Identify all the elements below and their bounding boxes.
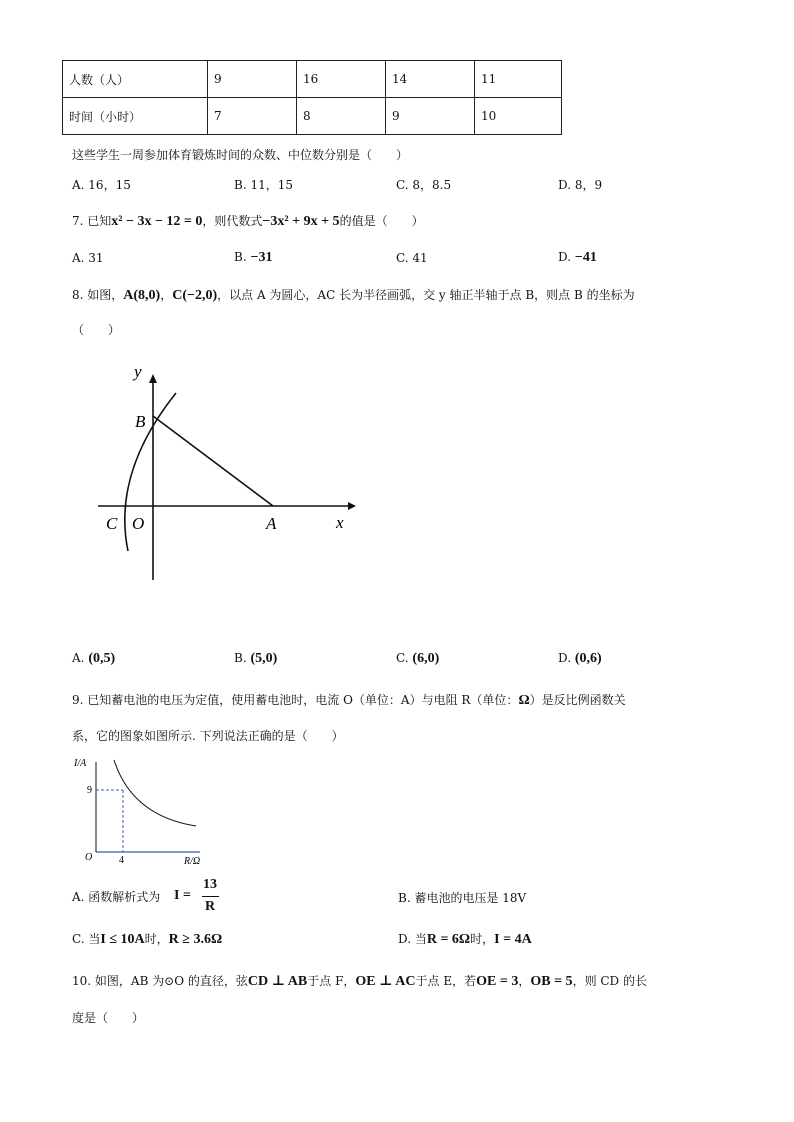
option-value: (6,0) xyxy=(412,651,440,666)
option-value: (0,6) xyxy=(574,651,602,666)
q6-stem: 这些学生一周参加体育锻炼时间的众数、中位数分别是（ ） xyxy=(72,148,409,162)
table-cell: 14 xyxy=(386,61,475,98)
q10-text: 于点 F， xyxy=(307,974,356,988)
q6-option-a[interactable]: A. 16，15 xyxy=(72,178,131,192)
q7-option-b[interactable] xyxy=(234,249,272,266)
option-text: 时， xyxy=(144,932,169,946)
y-axis-arrow xyxy=(149,374,157,383)
option-value: −41 xyxy=(574,250,597,265)
q9-text-a: 9. 已知蓄电池的电压为定值，使用蓄电池时，电流 O（单位：A）与电阻 R（单位： xyxy=(72,693,519,707)
origin-label: O xyxy=(132,514,145,533)
q8-rest: ，以点 A 为圆心，AC 长为半径画弧，交 y 轴正半轴于点 B，则点 B 的坐标为 xyxy=(217,288,635,302)
q10-stem-line2: 度是（ ） xyxy=(72,1011,145,1025)
q9-option-c[interactable] xyxy=(72,931,222,948)
q7-option-d[interactable] xyxy=(558,249,597,266)
x-axis-arrow xyxy=(348,502,356,510)
q10-text: 于点 E，若 xyxy=(415,974,477,988)
origin-label: O xyxy=(85,852,93,863)
option-text: A. 函数解析式为 xyxy=(72,890,161,904)
q6-option-b[interactable]: B. 11，15 xyxy=(234,178,293,192)
point-a-label: A xyxy=(266,514,277,533)
fraction-bar xyxy=(202,896,219,897)
table-cell: 9 xyxy=(386,98,475,135)
segment-ab xyxy=(153,416,273,506)
q8-paren: （ ） xyxy=(72,323,121,337)
table-cell: 人数（人） xyxy=(63,61,208,98)
q8-option-b[interactable] xyxy=(234,650,277,667)
q7-stem xyxy=(72,213,424,230)
q7-prefix: 7. 已知 xyxy=(72,214,112,228)
q10-text: ， xyxy=(518,974,531,988)
q7-option-c[interactable]: C. 41 xyxy=(396,251,428,265)
table-cell: 9 xyxy=(208,61,297,98)
option-label: C. xyxy=(396,651,409,665)
q10-prefix: 10. 如图，AB 为⊙O 的直径，弦 xyxy=(72,974,248,988)
table-cell: 时间（小时） xyxy=(63,98,208,135)
q6-option-c[interactable]: C. 8，8.5 xyxy=(396,178,452,192)
q10-text: ，则 CD 的长 xyxy=(572,974,647,988)
q10-stem-line1 xyxy=(72,973,647,990)
q8-figure xyxy=(90,355,370,590)
q8-option-a[interactable] xyxy=(72,650,115,667)
option-text: D. 当 xyxy=(398,932,427,946)
point-c-label: C xyxy=(106,514,118,533)
option-label: D. xyxy=(558,651,572,665)
option-text: 时， xyxy=(470,932,495,946)
option-value: −31 xyxy=(250,250,273,265)
option-value: (5,0) xyxy=(250,651,278,666)
data-table xyxy=(62,60,562,135)
q9-stem-line2: 系，它的图象如图所示. 下列说法正确的是（ ） xyxy=(72,729,344,743)
q9-option-d[interactable] xyxy=(398,931,532,948)
option-label: B. xyxy=(234,651,247,665)
q9-stem-line1 xyxy=(72,692,626,709)
x-label: x xyxy=(336,513,344,532)
option-label: B. xyxy=(234,250,247,264)
point-b-label: B xyxy=(135,412,146,431)
curve xyxy=(114,760,196,826)
q9-option-b[interactable]: B. 蓄电池的电压是 18V xyxy=(398,891,527,905)
q10-math: OB = 5 xyxy=(530,974,573,989)
q8-stem xyxy=(72,287,635,304)
fraction-denominator: R xyxy=(205,899,216,914)
option-lhs: I = xyxy=(174,888,191,903)
y-tick-label: 9 xyxy=(87,785,92,796)
condition: R = 6Ω xyxy=(426,932,471,947)
option-text: C. 当 xyxy=(72,932,101,946)
table-cell: 16 xyxy=(297,61,386,98)
q7-equation: x² − 3x − 12 = 0 xyxy=(111,214,203,229)
q7-mid: ，则代数式 xyxy=(202,214,263,228)
q8-sep: ， xyxy=(160,288,173,302)
q10-math: OE ⊥ AC xyxy=(355,974,416,989)
y-axis-label: I/A xyxy=(74,758,87,769)
option-label: D. xyxy=(558,250,572,264)
table-row xyxy=(63,61,562,98)
option-label: A. xyxy=(72,651,85,665)
x-tick-label: 4 xyxy=(119,855,124,866)
table-row xyxy=(63,98,562,135)
table-cell: 10 xyxy=(475,98,562,135)
q9-omega: Ω xyxy=(518,693,530,708)
q7-option-a[interactable]: A. 31 xyxy=(72,251,104,265)
result: I = 4A xyxy=(494,932,532,947)
q8-option-d[interactable] xyxy=(558,650,602,667)
y-label: y xyxy=(134,362,142,381)
q10-math: CD ⊥ AB xyxy=(247,974,308,989)
q9-text-b: ）是反比例函数关 xyxy=(529,693,626,707)
q7-expression: −3x² + 9x + 5 xyxy=(262,214,340,229)
option-value: (0,5) xyxy=(88,651,116,666)
q8-point-a: A(8,0) xyxy=(123,288,161,303)
x-axis-label: R/Ω xyxy=(184,856,201,867)
result: R ≥ 3.6Ω xyxy=(168,932,223,947)
table-cell: 8 xyxy=(297,98,386,135)
q8-prefix: 8. 如图， xyxy=(72,288,124,302)
q6-option-d[interactable]: D. 8，9 xyxy=(558,178,603,192)
q10-math: OE = 3 xyxy=(476,974,519,989)
q7-suffix: 的值是（ ） xyxy=(339,214,424,228)
table-cell: 7 xyxy=(208,98,297,135)
q8-point-c: C(−2,0) xyxy=(172,288,218,303)
q9-figure xyxy=(72,752,222,870)
q8-option-c[interactable] xyxy=(396,650,439,667)
fraction-numerator: 13 xyxy=(203,877,217,892)
table-cell: 11 xyxy=(475,61,562,98)
condition: I ≤ 10A xyxy=(100,932,145,947)
